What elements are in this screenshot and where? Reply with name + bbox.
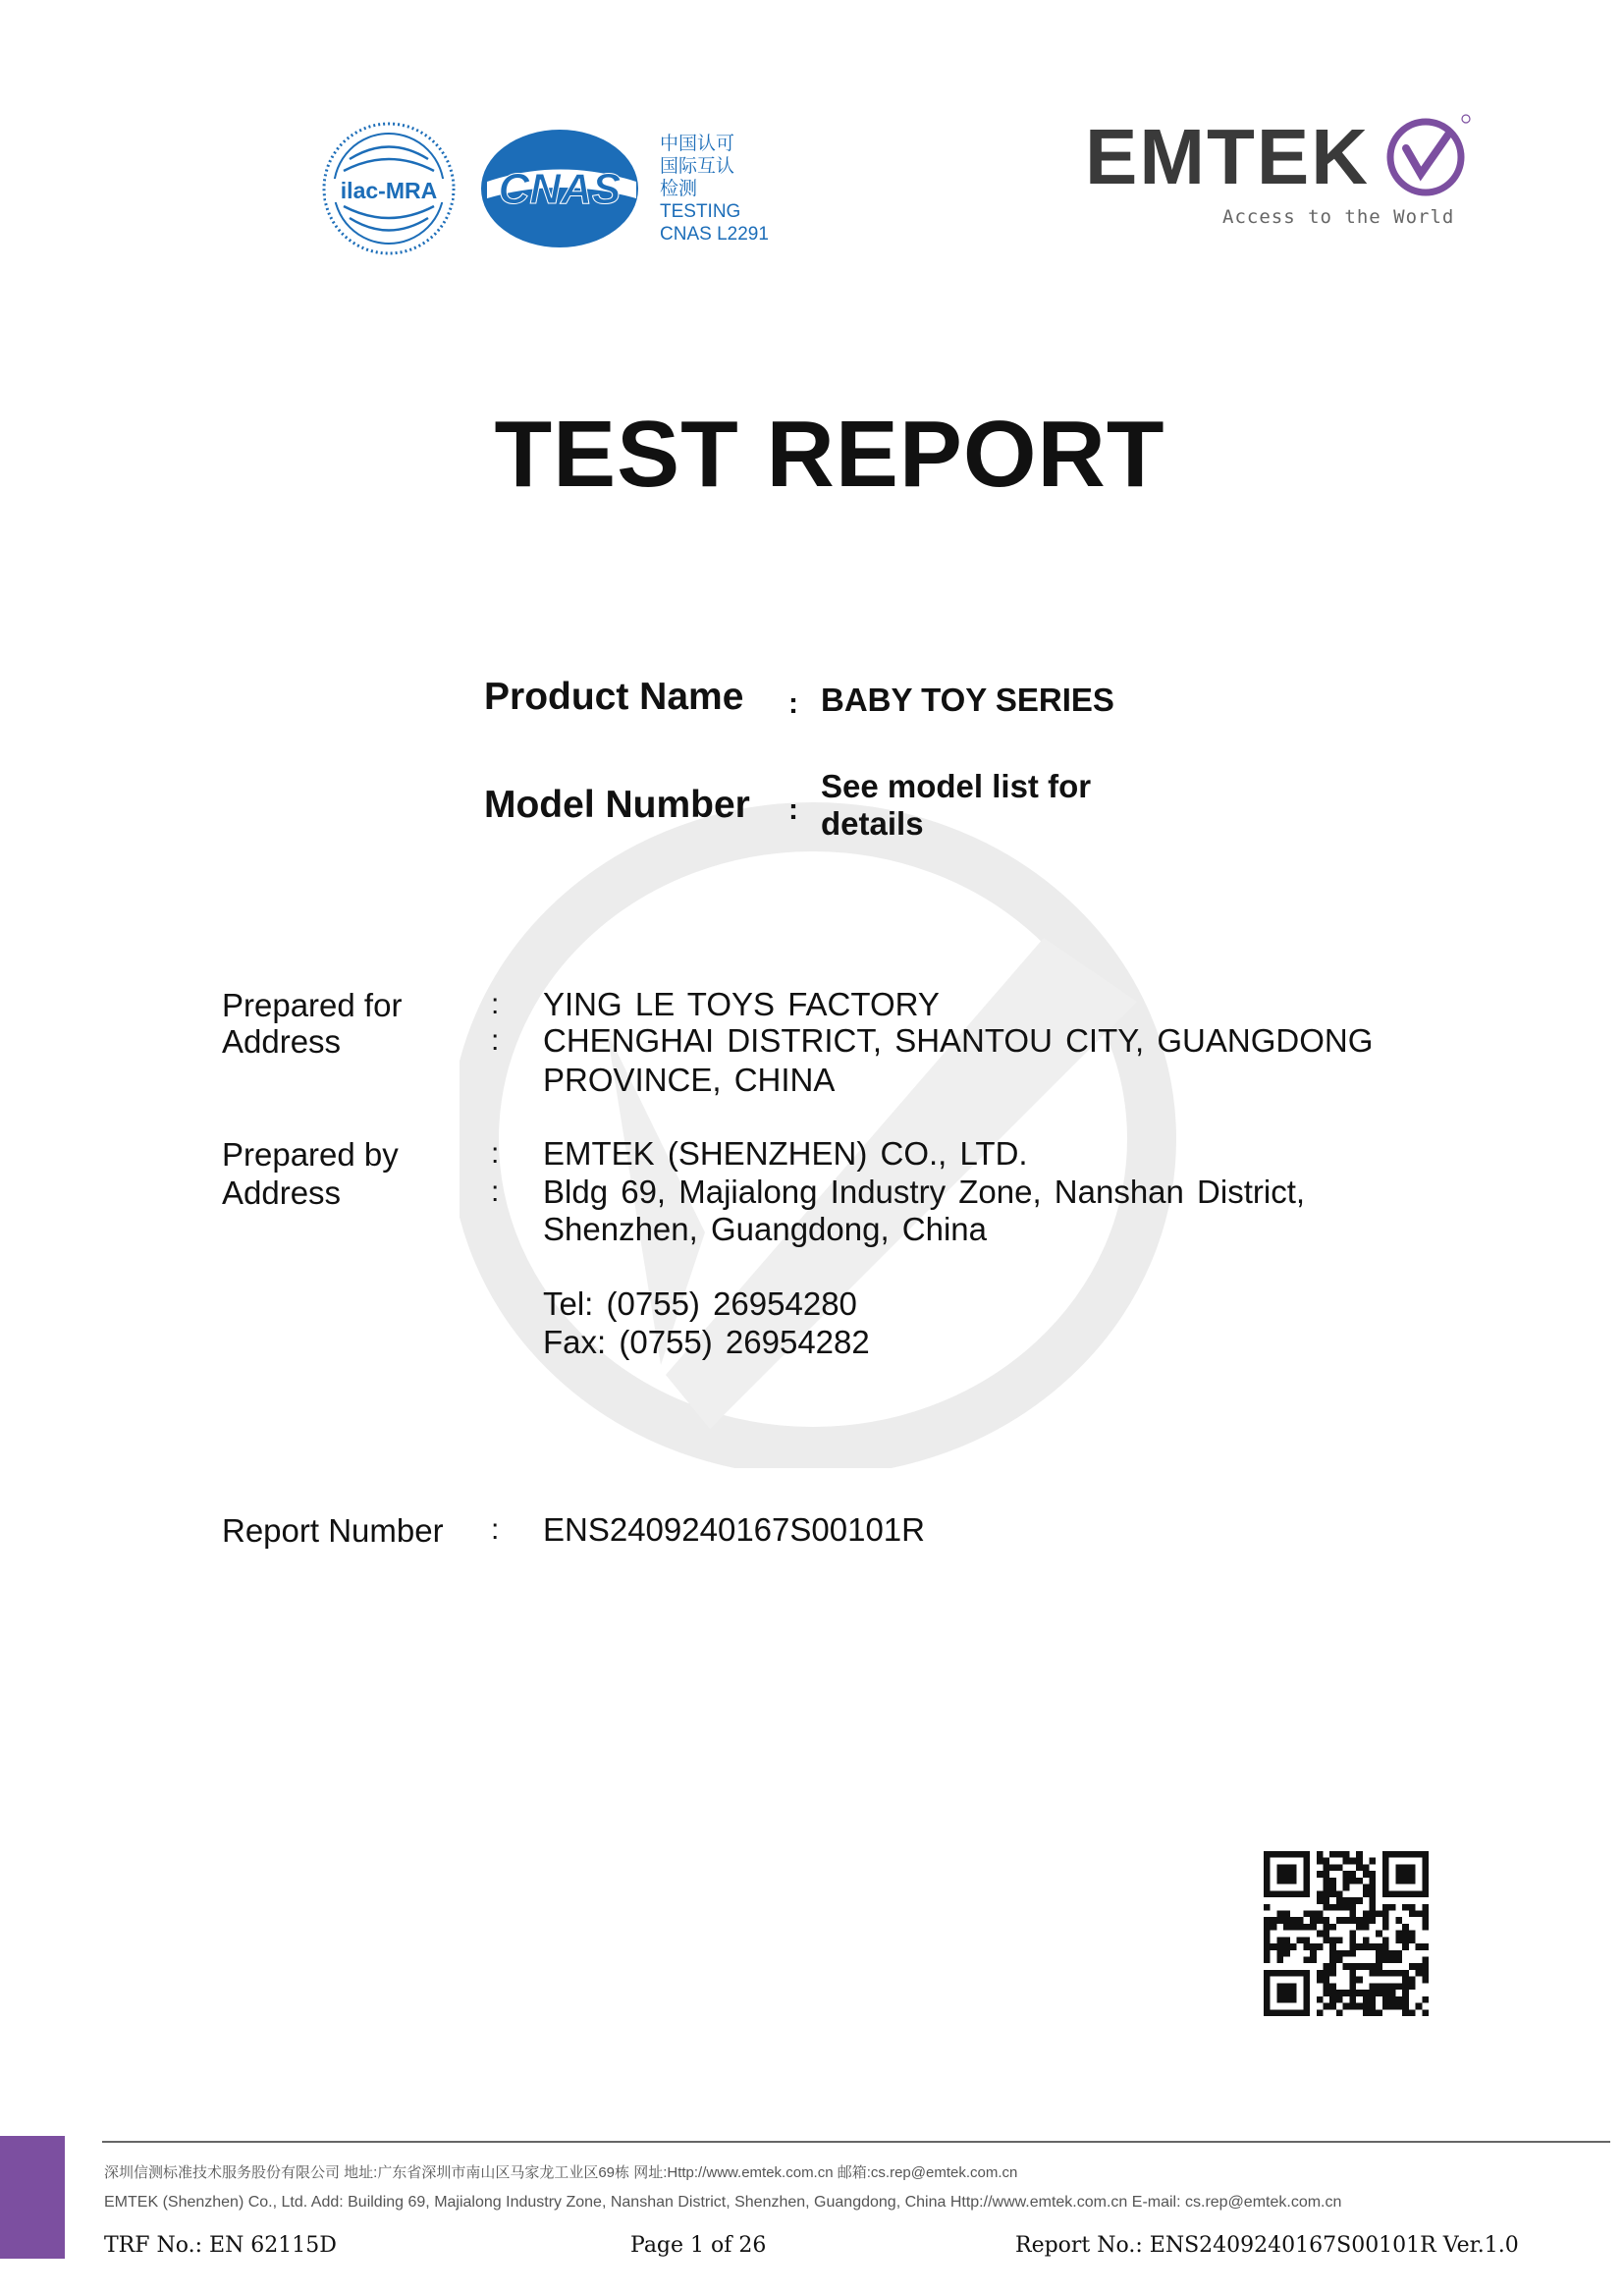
address-label-2: Address [222,1175,342,1211]
product-name-label: Product Name [484,676,744,718]
model-number-value-line1: See model list for [821,768,1092,804]
cnas-text: CNAS [498,165,622,213]
model-number-colon: : [788,793,798,826]
model-number-value-line2: details [821,805,924,842]
product-name-value: BABY TOY SERIES [821,682,1114,718]
footer-company-cn: 深圳信测标准技术服务股份有限公司 地址:广东省深圳市南山区马家龙工业区69栋 网址:Http://www.emtek.com.cn 邮箱:cs.rep@emtek.com.cn [104,2164,1018,2181]
page-title: TEST REPORT [494,402,1165,507]
emtek-logo-text: EMTEK [1085,113,1370,200]
prepared-for-colon: : [491,988,500,1020]
cnas-line-3: 检测 [660,179,698,199]
address-2-line1: Bldg 69, Majialong Industry Zone, Nanshan District, [543,1174,1306,1210]
footer-accent-bar [0,2136,65,2259]
report-number-colon: : [491,1513,500,1546]
cnas-line-1: 中国认可 [660,134,735,154]
prepared-for-value: YING LE TOYS FACTORY [543,986,940,1022]
address-2-line2: Shenzhen, Guangdong, China [543,1211,988,1247]
product-name-colon: : [788,687,798,720]
footer-trf-number: TRF No.: EN 62115D [104,2233,337,2258]
address-1-line2: PROVINCE, CHINA [543,1062,836,1098]
cnas-line-4: TESTING [660,201,741,222]
prepared-by-value: EMTEK (SHENZHEN) CO., LTD. [543,1135,1028,1172]
watermark-logo [460,800,1181,1468]
report-number-label: Report Number [222,1512,444,1549]
fax-number: Fax: (0755) 26954282 [543,1324,870,1360]
prepared-by-label: Prepared by [222,1136,399,1173]
footer-page-number: Page 1 of 26 [630,2233,767,2258]
prepared-for-label: Prepared for [222,987,403,1023]
cnas-line-5: CNAS L2291 [660,224,769,245]
report-number-value: ENS2409240167S00101R [543,1511,925,1548]
footer-report-number: Report No.: ENS2409240167S00101R Ver.1.0 [1015,2233,1519,2258]
model-number-label: Model Number [484,784,750,826]
tagline: Access to the World [1222,206,1455,228]
address-1-line1: CHENGHAI DISTRICT, SHANTOU CITY, GUANGDONG [543,1022,1374,1059]
address-colon-2: : [491,1175,500,1208]
qr-code-icon [1264,1851,1429,2016]
ilac-mra-logo [320,120,458,257]
address-label-1: Address [222,1023,342,1060]
ilac-mra-text: ilac-MRA [340,178,438,203]
footer-divider [102,2141,1610,2143]
emtek-logo [1085,113,1473,201]
cnas-line-2: 国际互认 [660,156,735,177]
address-colon-1: : [491,1024,500,1057]
footer-company-en: EMTEK (Shenzhen) Co., Ltd. Add: Building 69, Majialong Industry Zone, Nanshan District, Shenzhen, Guangdong, China Http://www.emtek.com.cn E-mail: cs.rep@emtek.com.cn [104,2194,1342,2211]
prepared-by-colon: : [491,1137,500,1170]
cnas-logo [479,128,641,250]
tel-number: Tel: (0755) 26954280 [543,1285,857,1322]
